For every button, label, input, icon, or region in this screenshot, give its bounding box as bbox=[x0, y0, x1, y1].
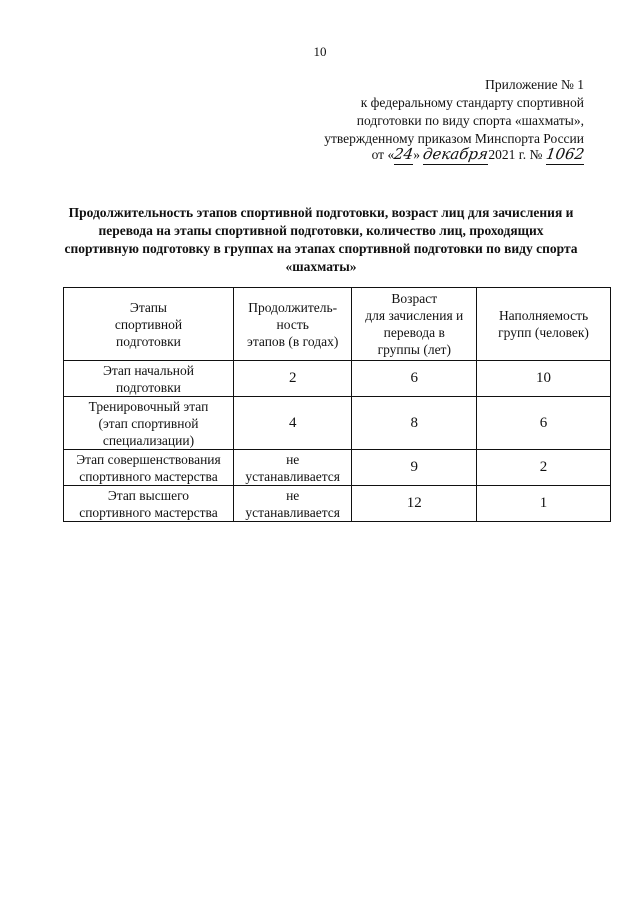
cell-duration: не устанавливается bbox=[233, 450, 352, 486]
day-field bbox=[394, 145, 413, 165]
cell-duration: 2 bbox=[233, 361, 352, 397]
annex-line-standard: к федеральному стандарту спортивной bbox=[360, 95, 584, 110]
table-row bbox=[64, 397, 611, 450]
handwritten-day: 24 bbox=[393, 145, 415, 163]
cell-stage: Тренировочный этап (этап спортивной специализации) bbox=[64, 397, 234, 450]
cell-group-size: 1 bbox=[477, 486, 611, 522]
cell-age: 12 bbox=[352, 486, 477, 522]
date-prefix: от « bbox=[371, 147, 395, 162]
annex-line-date bbox=[264, 145, 584, 165]
header-stages: Этапы спортивной подготовки bbox=[64, 288, 234, 361]
header-duration: Продолжитель- ность этапов (в годах) bbox=[233, 288, 352, 361]
cell-stage: Этап высшего спортивного мастерства bbox=[64, 486, 234, 522]
handwritten-order-number: 1062 bbox=[544, 145, 586, 163]
table-row bbox=[64, 450, 611, 486]
header-age: Возраст для зачисления и перевода в группы (лет) bbox=[352, 288, 477, 361]
date-year: 2021 г. № bbox=[488, 147, 543, 162]
table-row bbox=[64, 361, 611, 397]
annex-line-sport: подготовки по виду спорта «шахматы», bbox=[356, 113, 584, 128]
annex-heading: Приложение № 1 bbox=[485, 77, 584, 92]
cell-age: 6 bbox=[352, 361, 477, 397]
cell-duration: не устанавливается bbox=[233, 486, 352, 522]
cell-group-size: 2 bbox=[477, 450, 611, 486]
table-header-row bbox=[64, 288, 611, 361]
cell-duration: 4 bbox=[233, 397, 352, 450]
date-mid: » bbox=[413, 147, 421, 162]
cell-age: 8 bbox=[352, 397, 477, 450]
table-row bbox=[64, 486, 611, 522]
cell-age: 9 bbox=[352, 450, 477, 486]
header-group-size: Наполняемость групп (человек) bbox=[477, 288, 611, 361]
page-number: 10 bbox=[313, 44, 327, 59]
cell-group-size: 10 bbox=[477, 361, 611, 397]
month-field bbox=[423, 145, 488, 165]
cell-stage: Этап совершенствования спортивного мастерства bbox=[64, 450, 234, 486]
order-number-field bbox=[546, 145, 584, 165]
stages-table bbox=[63, 287, 611, 522]
cell-stage: Этап начальной подготовки bbox=[64, 361, 234, 397]
annex-line-order: утвержденному приказом Минспорта России bbox=[324, 131, 584, 146]
document-title: Продолжительность этапов спортивной подготовки, возраст лиц для зачисления и перевода на этапы спортивной подготовки, количество лиц, проходящих спортивную подготовку в группах на этапах спортивной подготовки по виду спорта «шахматы» bbox=[64, 205, 578, 274]
handwritten-month: декабря bbox=[422, 145, 490, 163]
cell-group-size: 6 bbox=[477, 397, 611, 450]
